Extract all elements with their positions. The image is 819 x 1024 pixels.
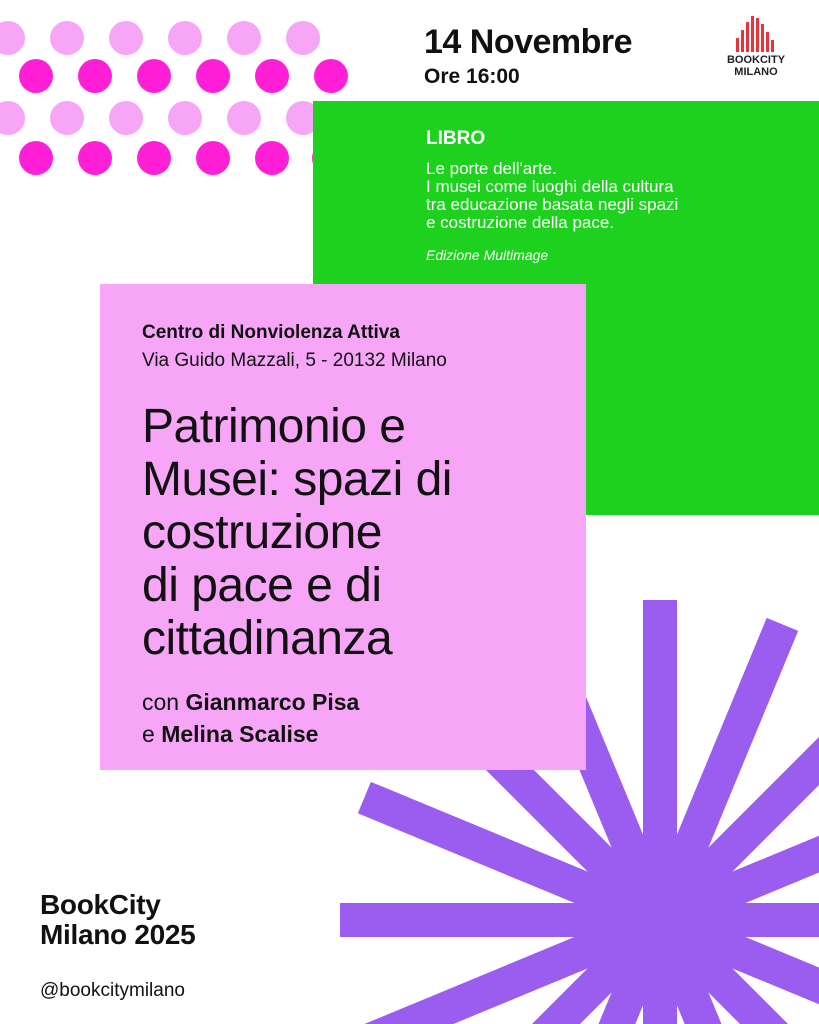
dot — [0, 101, 25, 135]
book-label: LIBRO — [426, 128, 486, 149]
event-date: 14 Novembre — [424, 23, 633, 61]
and-word: e — [142, 721, 155, 747]
venue-address: Via Guido Mazzali, 5 - 20132 Milano — [142, 350, 447, 371]
book-publisher: Edizione Multimage — [426, 247, 549, 263]
speaker-line-2 — [142, 718, 359, 750]
dot — [137, 141, 171, 175]
dot — [314, 59, 348, 93]
dot — [255, 59, 289, 93]
dot — [196, 141, 230, 175]
with-word: con — [142, 689, 180, 715]
venue-name: Centro di Nonviolenza Attiva — [142, 322, 400, 343]
dot — [78, 59, 112, 93]
dot — [19, 59, 53, 93]
dot — [50, 101, 84, 135]
social-handle: @bookcitymilano — [40, 980, 185, 1001]
event-time: Ore 16:00 — [424, 65, 520, 88]
dot — [109, 21, 143, 55]
dot — [19, 141, 53, 175]
dot — [286, 21, 320, 55]
dot — [78, 141, 112, 175]
dot — [109, 101, 143, 135]
bookcity-logo — [718, 14, 794, 78]
skyline-icon — [734, 14, 778, 54]
speaker-2: Melina Scalise — [161, 721, 319, 747]
logo-text-line1: BOOKCITY — [726, 54, 786, 66]
dot — [227, 101, 261, 135]
dot — [168, 101, 202, 135]
book-title: Le porte dell'arte. I musei come luoghi della cultura tra educazione basata negli spazi e costruzione della pace. — [426, 159, 679, 232]
dot — [196, 59, 230, 93]
dot — [255, 141, 289, 175]
logo-text-line2: MILANO — [734, 66, 778, 78]
speaker-1: Gianmarco Pisa — [185, 689, 360, 715]
speakers — [142, 686, 359, 750]
brand-name: BookCity Milano 2025 — [40, 889, 196, 950]
dot — [137, 59, 171, 93]
speaker-line-1 — [142, 686, 359, 718]
dot — [227, 21, 261, 55]
dot — [50, 21, 84, 55]
dot — [168, 21, 202, 55]
dot — [0, 21, 25, 55]
event-headline: Patrimonio e Musei: spazi di costruzione di pace e di cittadinanza — [142, 400, 452, 665]
